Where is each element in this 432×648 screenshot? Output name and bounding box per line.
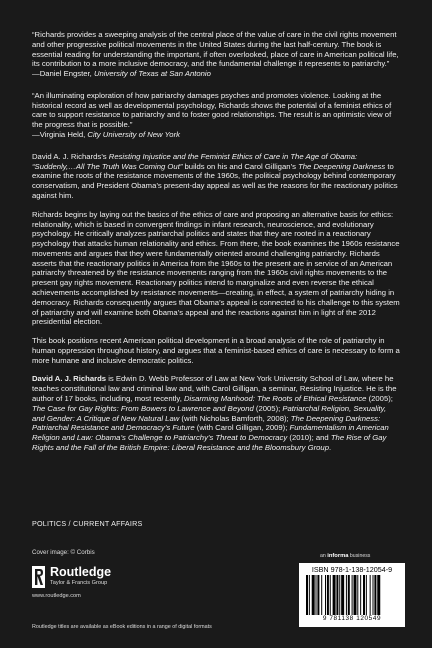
description-paragraph-3: This book positions recent American political development in a broad analysis of the role of patriarchy in human oppression throughout history, and argues that a feminist-based ethics of care is necessary to form a more humane and inclusive democratic politics. — [32, 336, 400, 365]
informa-business-label: an informa business — [320, 553, 371, 559]
blurb-affiliation: City University of New York — [87, 130, 180, 140]
blurb-held — [32, 91, 400, 140]
publisher-group: Taylor & Francis Group — [50, 580, 108, 586]
publisher-url: www.routledge.com — [32, 593, 81, 599]
barcode-panel — [299, 563, 405, 627]
barcode-number: 9 781138 120549 — [322, 615, 382, 622]
subject-category: POLITICS / CURRENT AFFAIRS — [32, 519, 143, 528]
blurb-author: —Daniel Engster, University of Texas at San Antonio — [32, 69, 211, 79]
blurb-text: “Richards provides a sweeping analysis of the central place of the value of care in the civil rights movement and other progressive political movements in the United States during the last half-century. The book is essential reading for understanding the important, if often overlooked, place of care in American political life, its contribution to a more inclusive democracy, and the fundamental challenge it represents to patriarchy.” — [32, 30, 399, 69]
blurb-author: —Virginia Held, City University of New York — [32, 130, 180, 140]
blurb-engster — [32, 30, 400, 79]
description-paragraph-1: David A. J. Richards’s Resisting Injustice and the Feminist Ethics of Care in The Age of Obama: “Suddenly,…All The Truth Was Coming Out” builds on his and Carol Gilligan’s The Deepening Darkness to examine the roots of the resistance movements of the 1960s, the political psychology behind contemporary conservatism, and President Obama’s present-day appeal as well as the reasons for the reactionary politics against him. — [32, 151, 398, 200]
publisher-logo — [32, 566, 182, 600]
related-book-title: The Deepening Darkness — [298, 161, 386, 171]
ebook-note: Routledge titles are available as eBook editions in a range of digital formats — [32, 624, 212, 630]
barcode-icon — [306, 575, 398, 615]
blurb-affiliation: University of Texas at San Antonio — [93, 69, 211, 79]
blurb-text: “An illuminating exploration of how patriarchy damages psyches and promotes violence. Looking at the historical record as well as developmental psychology, Richards shows the potential of a feminist ethics of care to support resistance to patriarchy and to foster good relationships. The result is an optimistic view of the progress that is possible.” — [32, 90, 392, 130]
description-paragraph-2: Richards begins by laying out the basics of the ethics of care and proposing an alternative basis for ethics: relationality, which is based in convergent findings in infant research, neuroscience, and evolutionary psychology. He critically analyzes patriarchal politics and states that they are rooted in a reactionary psychology that attacks human relationality and ethics. From there, the book examines the 1960s resistance movements and argues that they were fundamentally oriented around challenging patriarchy. Richards asserts that the reactionary politics in America from the 1960s to the present are in service of an American patriarchy threatened by the resistance movements ranging from the 1960s civil rights movements to the present gay rights movement. Reactionary politics intend to marginalize and even reverse the ethical achievements accomplished by resistance movements—creating, in effect, a system of patriarchy hiding in democracy. Richards consequently argues that Obama’s appeal is connected to his challenge to this system of patriarchy and will examine both Obama’s appeal and the reactions against him in light of the 2012 presidential election. — [32, 209, 400, 327]
cover-credit: Cover image: © Corbis — [32, 549, 95, 556]
publisher-name: Routledge — [50, 565, 112, 579]
isbn-label: ISBN 978-1-138-12054-9 — [311, 565, 393, 574]
routledge-logo-icon — [32, 566, 45, 588]
back-cover-text — [32, 30, 400, 462]
author-bio: David A. J. Richards is Edwin D. Webb Professor of Law at New York University School of Law, where he teaches constitutional law and criminal law and, with Carol Gilligan, a seminar, Resisting Injustice. He is the author of 17 books, including, most recently, Disarming Manhood: The Roots of Ethical Resistance (2005); The Case for Gay Rights: From Bowers to Lawrence and Beyond (2005); Patriarchal Religion, Sexuality, and Gender: A Critique of New Natural Law (with Nicholas Bamforth, 2008); The Deepening Darkness: Patriarchal Resistance and Democracy’s Future (with Carol Gilligan, 2009); Fundamentalism in American Religion and Law: Obama’s Challenge to Patriarchy’s Threat to Democracy (2010); and The Rise of Gay Rights and the Fall of the British Empire: Liberal Resistance and the Bloomsbury Group. — [32, 374, 397, 452]
author-name: David A. J. Richards — [32, 374, 107, 384]
book-title: Resisting Injustice and the Feminist Ethics of Care in The Age of Obama: “Suddenly,…All The Truth Was Coming Out” — [32, 151, 358, 171]
